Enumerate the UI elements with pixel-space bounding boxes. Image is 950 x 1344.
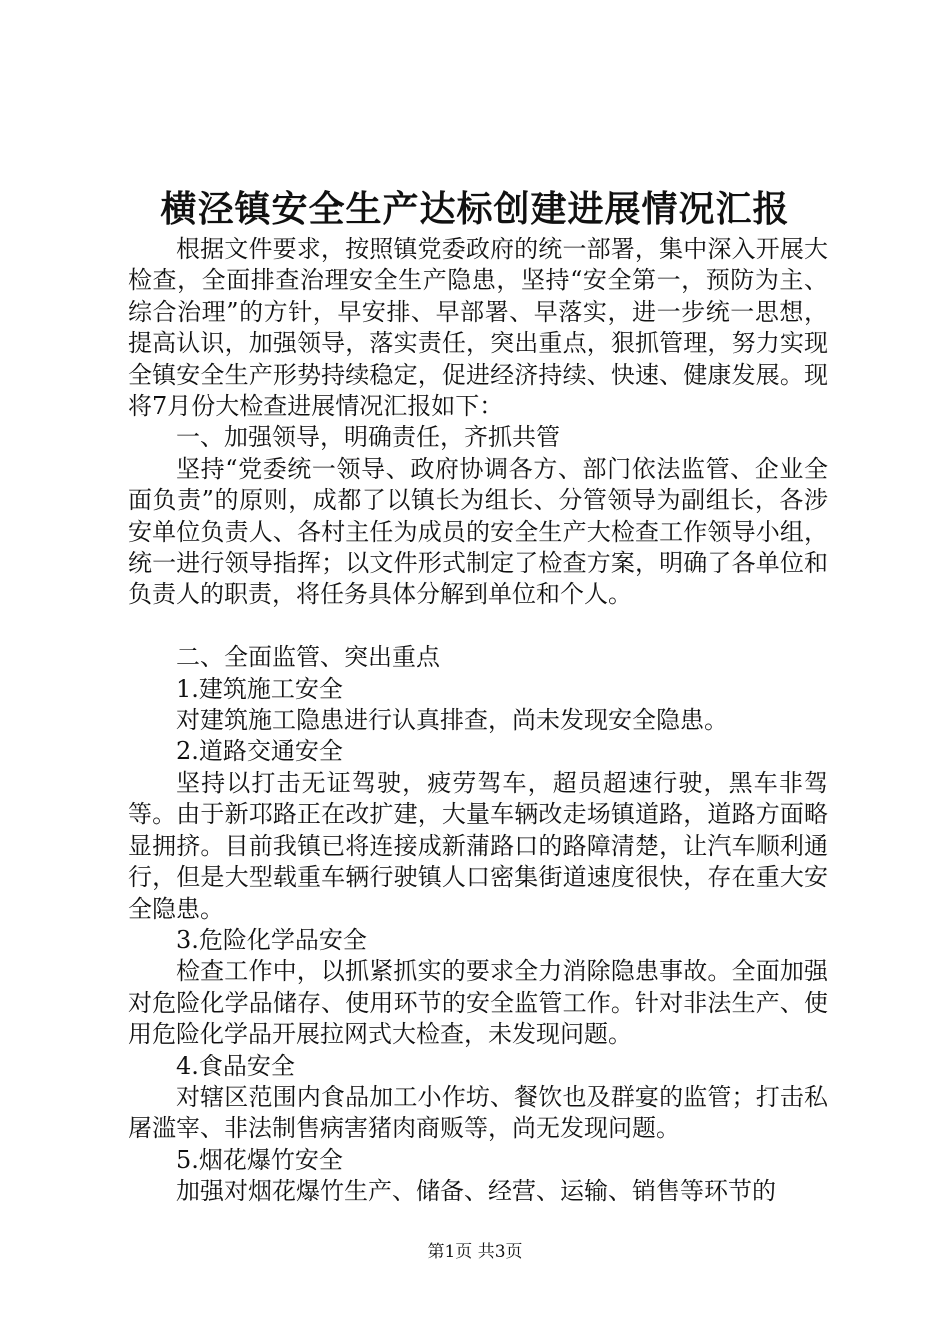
item-3-heading: 3.危险化学品安全 <box>176 925 367 954</box>
document-title: 横泾镇安全生产达标创建进展情况汇报 <box>160 188 790 230</box>
item-4-paragraph: 对辖区范围内食品加工小作坊、餐饮也及群宴的监管；打击私屠滥宰、非法制售病害猪肉商贩等，尚无发现问题。 <box>128 1082 828 1143</box>
item-2-heading: 2.道路交通安全 <box>176 737 343 766</box>
section-1-paragraph: 坚持“党委统一领导、政府协调各方、部门依法监管、企业全面负责”的原则，成都了以镇长为组长、分管领导为副组长，各涉安单位负责人、各村主任为成员的安全生产大检查工作领导小组，统一进行领导指挥；以文件形式制定了检查方案，明确了各单位和负责人的职责，将任务具体分解到单位和个人。 <box>128 454 828 609</box>
item-4-heading: 4.食品安全 <box>176 1051 295 1080</box>
document-body <box>128 234 828 1208</box>
item-1-paragraph: 对建筑施工隐患进行认真排查，尚未发现安全隐患。 <box>176 706 728 735</box>
item-5-paragraph: 加强对烟花爆竹生产、储备、经营、运输、销售等环节的 <box>176 1177 776 1206</box>
page-footer: 第1页 共3页 <box>427 1242 523 1262</box>
intro-paragraph: 根据文件要求，按照镇党委政府的统一部署，集中深入开展大检查，全面排查治理安全生产隐患，坚持“安全第一，预防为主、综合治理”的方针，早安排、早部署、早落实，进一步统一思想，提高认识，加强领导，落实责任，突出重点，狠抓管理，努力实现全镇安全生产形势持续稳定，促进经济持续、快速、健康发展。现将7月份大检查进展情况汇报如下： <box>128 235 828 421</box>
section-2-heading: 二、全面监管、突出重点 <box>176 643 440 672</box>
item-2-paragraph: 坚持以打击无证驾驶，疲劳驾车，超员超速行驶，黑车非驾等。由于新邛路正在改扩建，大量车辆改走场镇道路，道路方面略显拥挤。目前我镇已将连接成新蒲路口的路障清楚，让汽车顺利通行，但是大型载重车辆行驶镇人口密集街道速度很快，存在重大安全隐患。 <box>128 768 828 923</box>
item-1-heading: 1.建筑施工安全 <box>176 674 343 703</box>
item-5-heading: 5.烟花爆竹安全 <box>176 1145 343 1174</box>
item-3-paragraph: 检查工作中，以抓紧抓实的要求全力消除隐患事故。全面加强对危险化学品储存、使用环节的安全监管工作。针对非法生产、使用危险化学品开展拉网式大检查，未发现问题。 <box>128 957 828 1049</box>
section-1-heading: 一、加强领导，明确责任，齐抓共管 <box>176 423 560 452</box>
blank-line <box>128 611 828 642</box>
